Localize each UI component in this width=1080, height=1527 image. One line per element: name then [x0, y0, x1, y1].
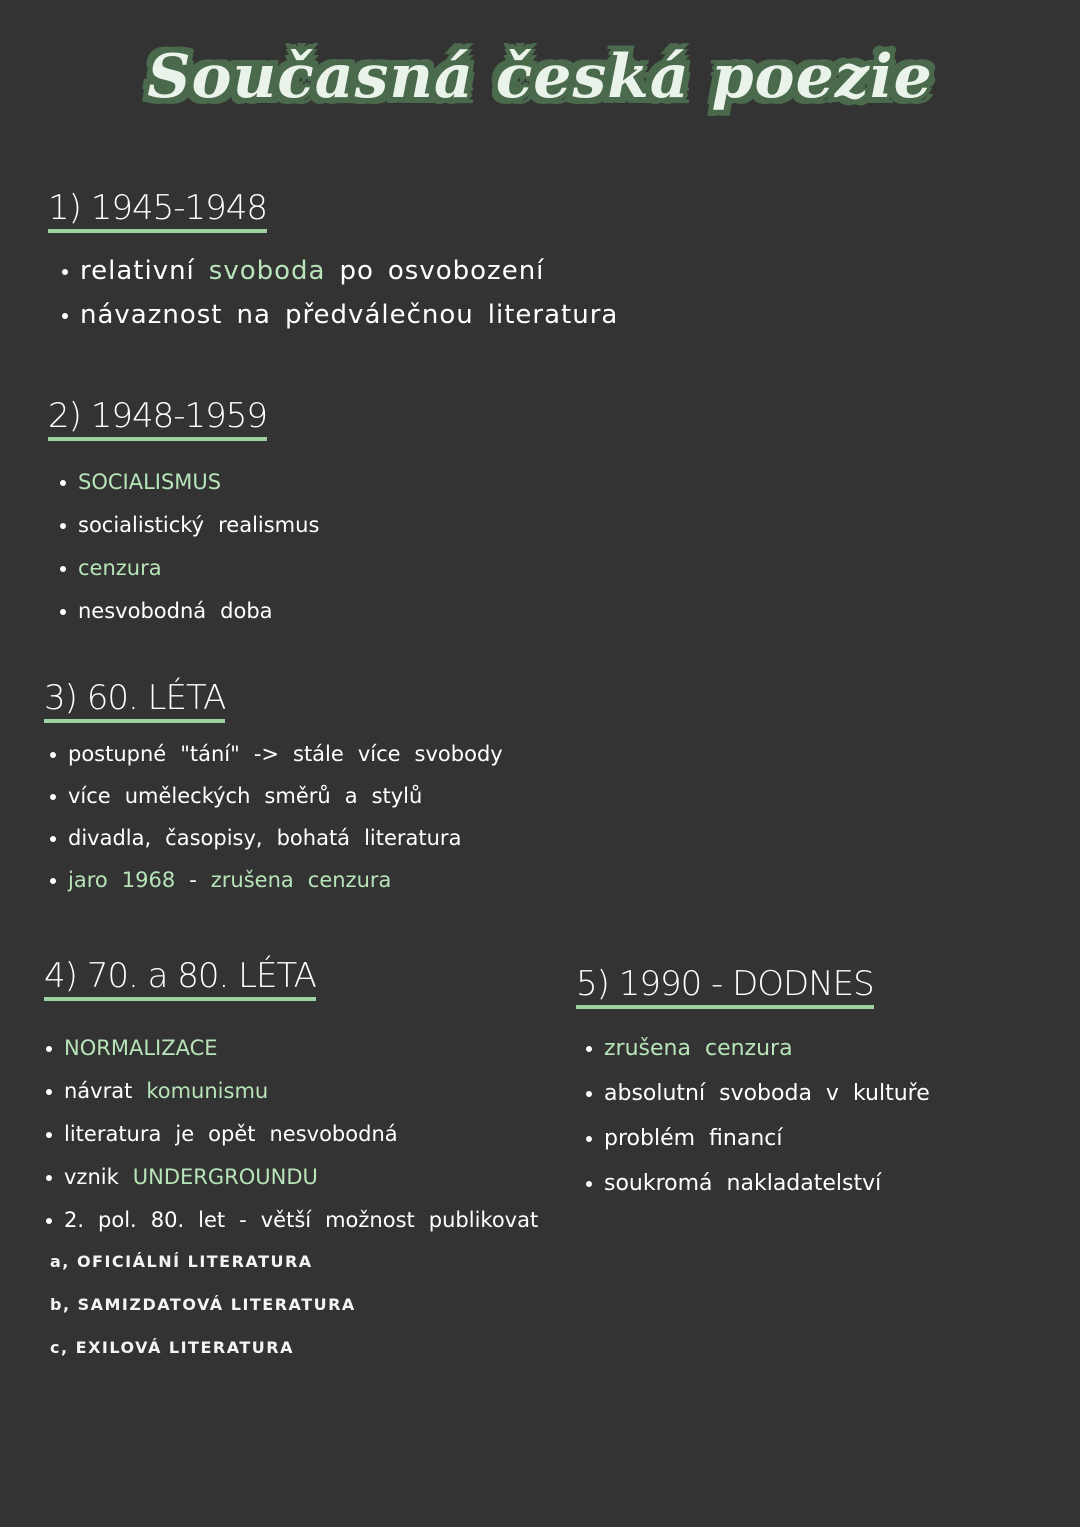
word: návrat [64, 1079, 133, 1103]
word: a [344, 784, 358, 808]
sub-list-item: b, SAMIZDATOVÁ LITERATURA [50, 1295, 356, 1314]
word: kultuře [852, 1081, 930, 1106]
bullet-icon [46, 1218, 52, 1224]
highlighted-word: zrušena [604, 1036, 691, 1061]
word: směrů [264, 784, 331, 808]
word: postupné [68, 742, 167, 766]
sub-list-item: a, OFICIÁLNÍ LITERATURA [50, 1252, 313, 1271]
word: 80. [150, 1208, 185, 1232]
word: předválečnou [284, 300, 474, 330]
section-4-list [46, 1036, 552, 1251]
list-item [50, 742, 517, 784]
list-item [586, 1171, 944, 1216]
word: uměleckých [124, 784, 251, 808]
bullet-icon [586, 1136, 592, 1142]
bullet-icon [60, 609, 66, 615]
word: bohatá [276, 826, 351, 850]
word: - [189, 868, 197, 892]
word: financí [709, 1126, 783, 1151]
section-5-list [586, 1036, 944, 1216]
word: návaznost [80, 300, 223, 330]
highlighted-word: NORMALIZACE [64, 1036, 218, 1060]
highlighted-word: cenzura [704, 1036, 793, 1061]
list-item [586, 1126, 944, 1171]
bullet-icon [50, 836, 56, 842]
bullet-icon [46, 1046, 52, 1052]
list-item [50, 784, 517, 826]
word: soukromá [604, 1171, 713, 1196]
word: nesvobodná [269, 1122, 398, 1146]
highlighted-word: cenzura [78, 556, 162, 580]
word: let [198, 1208, 226, 1232]
word: je [175, 1122, 195, 1146]
word: stylů [371, 784, 423, 808]
list-item [46, 1036, 552, 1079]
word: vznik [64, 1165, 119, 1189]
word: více [68, 784, 111, 808]
highlighted-word: jaro [68, 868, 108, 892]
list-item [46, 1208, 552, 1251]
list-item [60, 599, 333, 642]
highlighted-word: zrušena [210, 868, 294, 892]
section-2-heading: 2) 1948-1959 [48, 398, 267, 441]
list-item [46, 1079, 552, 1122]
word: literatura [487, 300, 619, 330]
word: problém [604, 1126, 696, 1151]
list-item [60, 556, 333, 599]
bullet-icon [60, 523, 66, 529]
word: literatura [64, 1122, 162, 1146]
list-item [46, 1165, 552, 1208]
word: časopisy, [165, 826, 263, 850]
bullet-icon [50, 878, 56, 884]
highlighted-word: svoboda [208, 256, 326, 286]
section-3-list [50, 742, 517, 910]
list-item [50, 826, 517, 868]
highlighted-word: komunismu [146, 1079, 269, 1103]
bullet-icon [586, 1046, 592, 1052]
page-title: Současná česká poezie [147, 42, 933, 112]
word: pol. [98, 1208, 137, 1232]
word: osvobození [387, 256, 545, 286]
word: -> [253, 742, 279, 766]
word: svoboda [719, 1081, 812, 1106]
word: možnost [325, 1208, 415, 1232]
bullet-icon [46, 1132, 52, 1138]
word: nesvobodná [78, 599, 207, 623]
word: v [825, 1081, 839, 1106]
list-item [586, 1081, 944, 1126]
section-1-list [62, 256, 632, 344]
word: nakladatelství [726, 1171, 882, 1196]
word: "tání" [180, 742, 240, 766]
word: literatura [364, 826, 462, 850]
word: svobody [414, 742, 503, 766]
word: divadla, [68, 826, 152, 850]
bullet-icon [60, 566, 66, 572]
bullet-icon [62, 313, 68, 319]
word: doba [220, 599, 273, 623]
section-4-sublist [50, 1252, 356, 1381]
highlighted-word: UNDERGROUNDU [132, 1165, 318, 1189]
bullet-icon [46, 1089, 52, 1095]
word: 2. [64, 1208, 85, 1232]
word: socialistický [78, 513, 205, 537]
list-item [50, 868, 517, 910]
section-1-heading: 1) 1945-1948 [48, 190, 267, 233]
word: větší [260, 1208, 312, 1232]
bullet-icon [50, 752, 56, 758]
bullet-icon [60, 480, 66, 486]
list-item [62, 256, 632, 300]
section-5-heading: 5) 1990 - DODNES [576, 966, 874, 1009]
highlighted-word: cenzura [307, 868, 392, 892]
word: stále [293, 742, 344, 766]
highlighted-word: SOCIALISMUS [78, 470, 222, 494]
list-item [60, 513, 333, 556]
sub-list-item: c, EXILOVÁ LITERATURA [50, 1338, 294, 1357]
section-3-heading: 3) 60. LÉTA [44, 680, 225, 723]
bullet-icon [62, 269, 68, 275]
word: po [339, 256, 374, 286]
word: opět [208, 1122, 256, 1146]
section-2-list [60, 470, 333, 642]
word: více [357, 742, 401, 766]
section-4-heading: 4) 70. a 80. LÉTA [44, 958, 316, 1001]
list-item [60, 470, 333, 513]
list-item [62, 300, 632, 344]
bullet-icon [46, 1175, 52, 1181]
word: publikovat [428, 1208, 539, 1232]
word: realismus [218, 513, 320, 537]
highlighted-word: 1968 [121, 868, 176, 892]
bullet-icon [50, 794, 56, 800]
bullet-icon [586, 1181, 592, 1187]
word: relativní [80, 256, 195, 286]
word: na [236, 300, 271, 330]
list-item [46, 1122, 552, 1165]
word: - [239, 1208, 247, 1232]
word: absolutní [604, 1081, 706, 1106]
bullet-icon [586, 1091, 592, 1097]
list-item [586, 1036, 944, 1081]
